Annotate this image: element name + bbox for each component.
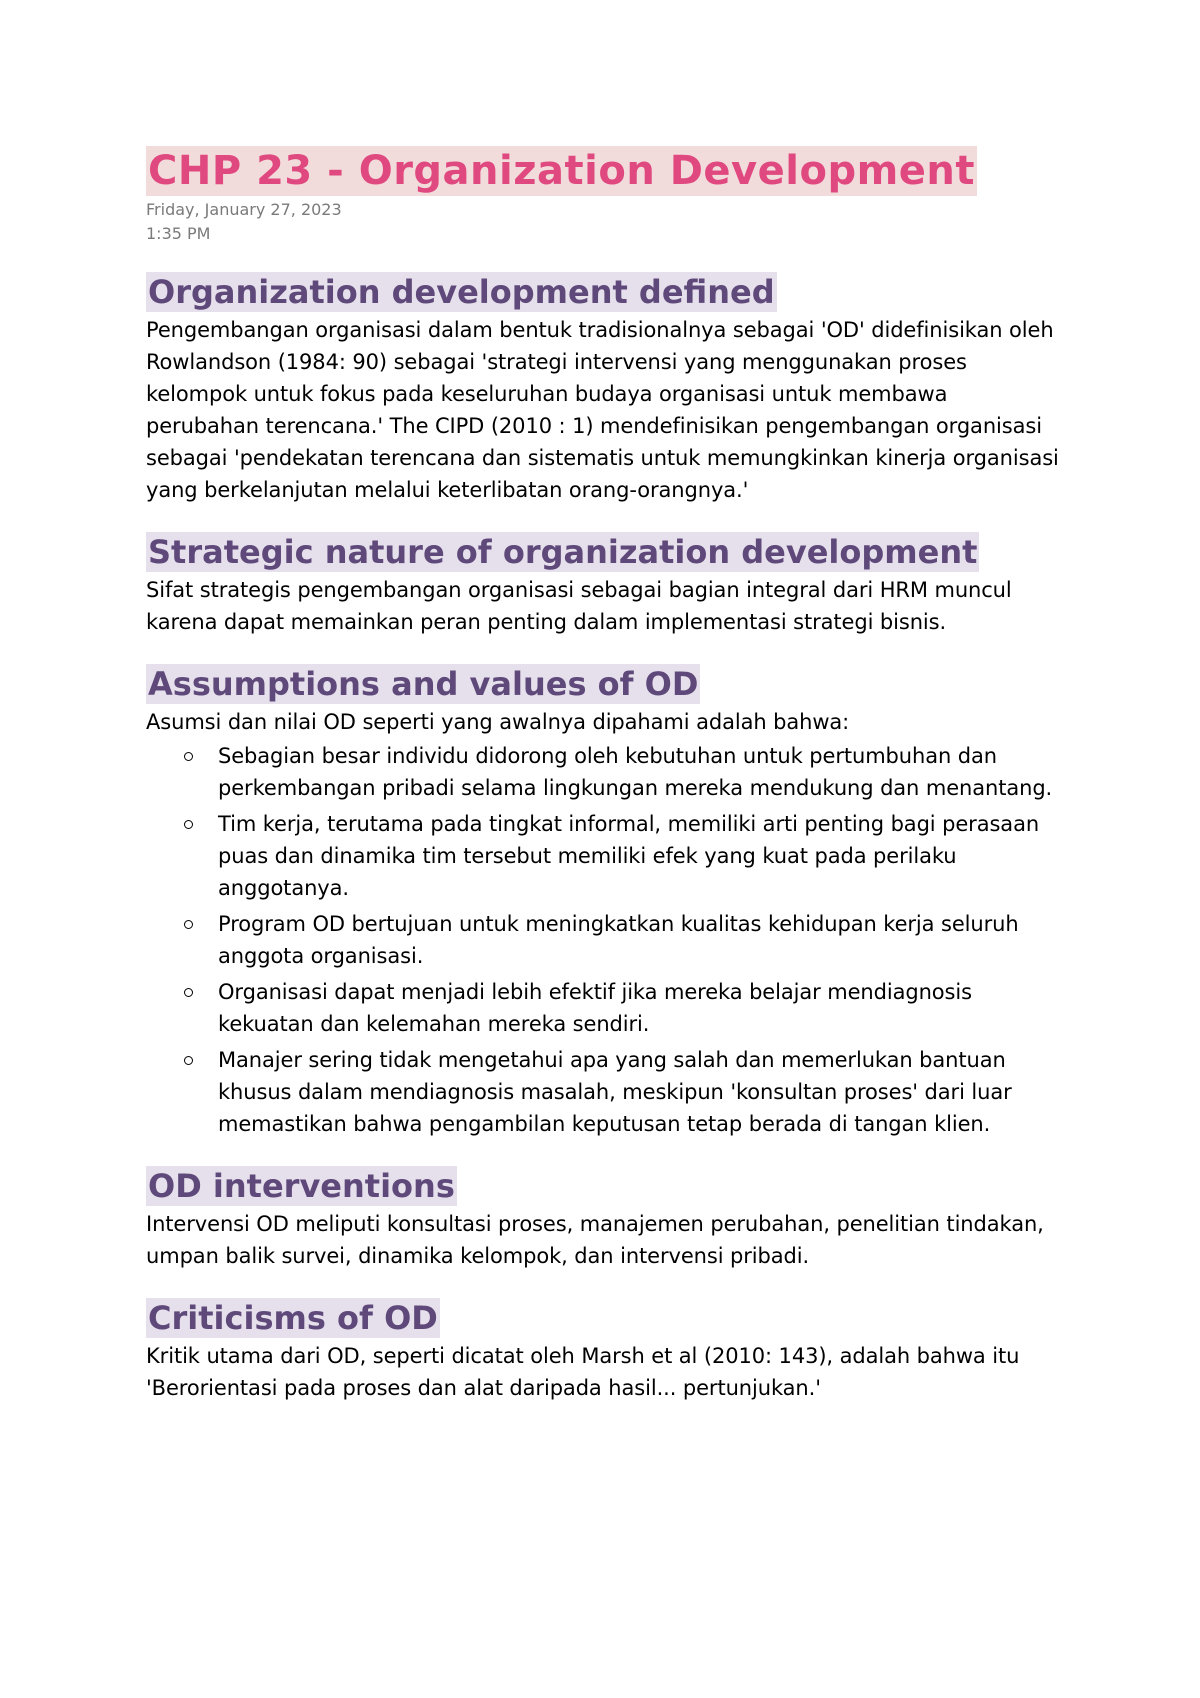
section-od-defined xyxy=(146,272,1066,506)
assumptions-list xyxy=(146,740,1066,1140)
section-heading: Assumptions and values of OD xyxy=(148,665,699,703)
section-strategic-nature xyxy=(146,532,1066,638)
note-time: 1:35 PM xyxy=(146,224,211,243)
list-item-text: Sebagian besar individu didorong oleh kebutuhan untuk pertumbuhan dan perkembangan pribadi selama lingkungan mereka mendukung dan menantang. xyxy=(218,744,1053,800)
circle-bullet-icon xyxy=(184,920,193,929)
circle-bullet-icon xyxy=(184,752,193,761)
list-item-text: Tim kerja, terutama pada tingkat informal, memiliki arti penting bagi perasaan puas dan dinamika tim tersebut memiliki efek yang kuat pada perilaku anggotanya. xyxy=(218,812,1040,900)
note-timestamp xyxy=(146,198,1066,246)
list-item xyxy=(146,908,1066,972)
list-item-text: Program OD bertujuan untuk meningkatkan kualitas kehidupan kerja seluruh anggota organisasi. xyxy=(218,912,1019,968)
note-date: Friday, January 27, 2023 xyxy=(146,200,342,219)
circle-bullet-icon xyxy=(184,988,193,997)
list-item-text: Organisasi dapat menjadi lebih efektif jika mereka belajar mendiagnosis kekuatan dan kelemahan mereka sendiri. xyxy=(218,980,972,1036)
section-heading: Organization development defined xyxy=(148,273,775,311)
section-heading: Strategic nature of organization development xyxy=(148,533,978,571)
circle-bullet-icon xyxy=(184,1056,193,1065)
section-heading: OD interventions xyxy=(148,1167,455,1205)
section-od-interventions xyxy=(146,1166,1066,1272)
list-item xyxy=(146,976,1066,1040)
section-paragraph: Kritik utama dari OD, seperti dicatat oleh Marsh et al (2010: 143), adalah bahwa itu 'Berorientasi pada proses dan alat daripada hasil... pertunjukan.' xyxy=(146,1344,1020,1400)
list-item-text: Manajer sering tidak mengetahui apa yang salah dan memerlukan bantuan khusus dalam mendiagnosis masalah, meskipun 'konsultan proses' dari luar memastikan bahwa pengambilan keputusan tetap berada di tangan klien. xyxy=(218,1048,1012,1136)
section-criticisms xyxy=(146,1298,1066,1404)
section-paragraph: Asumsi dan nilai OD seperti yang awalnya dipahami adalah bahwa: xyxy=(146,710,850,734)
note-page xyxy=(146,146,1066,1404)
section-assumptions-values xyxy=(146,664,1066,1140)
section-paragraph: Sifat strategis pengembangan organisasi sebagai bagian integral dari HRM muncul karena dapat memainkan peran penting dalam implementasi strategi bisnis. xyxy=(146,578,1012,634)
page-title: CHP 23 - Organization Development xyxy=(148,148,975,194)
list-item xyxy=(146,808,1066,904)
list-item xyxy=(146,1044,1066,1140)
section-heading: Criticisms of OD xyxy=(148,1299,438,1337)
circle-bullet-icon xyxy=(184,820,193,829)
section-paragraph: Intervensi OD meliputi konsultasi proses, manajemen perubahan, penelitian tindakan, umpan balik survei, dinamika kelompok, dan intervensi pribadi. xyxy=(146,1212,1044,1268)
list-item xyxy=(146,740,1066,804)
section-paragraph: Pengembangan organisasi dalam bentuk tradisionalnya sebagai 'OD' didefinisikan oleh Rowlandson (1984: 90) sebagai 'strategi intervensi yang menggunakan proses kelompok untuk fokus pada keseluruhan budaya organisasi untuk membawa perubahan terencana.' The CIPD (2010 : 1) mendefinisikan pengembangan organisasi sebagai 'pendekatan terencana dan sistematis untuk memungkinkan kinerja organisasi yang berkelanjutan melalui keterlibatan orang-orangnya.' xyxy=(146,318,1059,502)
